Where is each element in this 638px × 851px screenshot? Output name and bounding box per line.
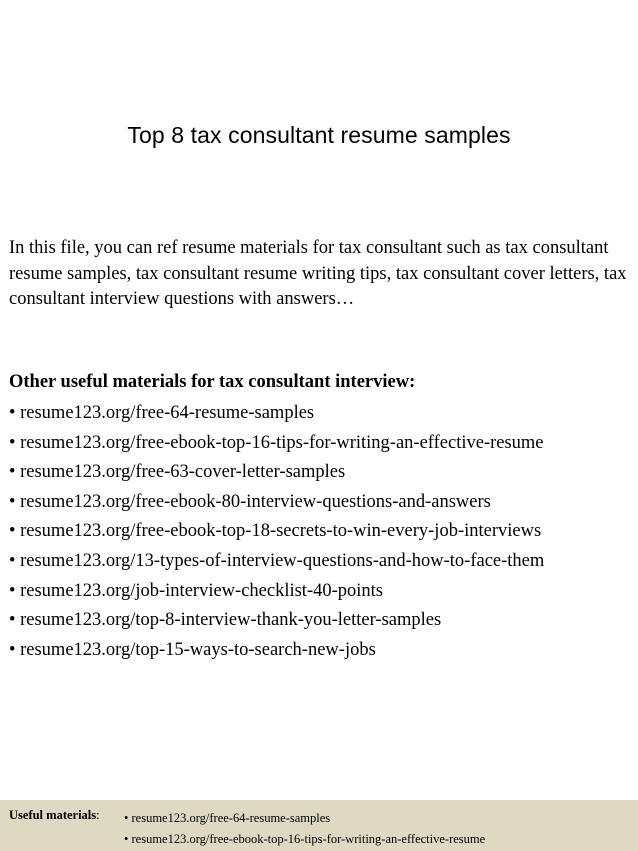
list-item <box>124 808 485 829</box>
materials-link-list <box>9 399 637 665</box>
footer-label-colon: : <box>96 808 100 822</box>
intro-paragraph: In this file, you can ref resume materials for tax consultant such as tax consultant resume samples, tax consultant resume writing tips, tax consultant cover letters, tax consultant interview questions with answers… <box>9 238 627 309</box>
footer-label-text: Useful materials <box>9 808 97 822</box>
link-13-types-of-interview-questions[interactable]: • resume123.org/13-types-of-interview-questions-and-how-to-face-them <box>9 550 545 571</box>
link-free-64-resume-samples[interactable]: • resume123.org/free-64-resume-samples <box>9 403 315 423</box>
footer-bar <box>0 800 638 851</box>
list-item <box>9 606 637 636</box>
list-item <box>9 547 637 577</box>
list-item <box>9 517 637 547</box>
link-top-15-ways-to-search-jobs[interactable]: • resume123.org/top-15-ways-to-search-new-jobs <box>9 639 376 660</box>
document-title: Top 8 tax consultant resume samples <box>127 122 511 148</box>
list-item <box>124 829 485 850</box>
list-item <box>9 577 637 607</box>
list-item <box>9 458 637 488</box>
link-free-ebook-80-interview-questions[interactable]: • resume123.org/free-ebook-80-interview-questions-and-answers <box>9 491 491 512</box>
link-top-8-thank-you-letter-samples[interactable]: • resume123.org/top-8-interview-thank-you-letter-samples <box>9 610 442 631</box>
footer-link-free-64-resume-samples[interactable]: • resume123.org/free-64-resume-samples <box>124 811 331 825</box>
list-item <box>9 488 637 518</box>
link-job-interview-checklist[interactable]: • resume123.org/job-interview-checklist-40-points <box>9 580 383 601</box>
footer-link-free-ebook-top-16-tips[interactable]: • resume123.org/free-ebook-top-16-tips-for-writing-an-effective-resume <box>124 832 486 846</box>
list-item <box>9 636 637 666</box>
footer-link-list <box>124 808 485 850</box>
footer-label <box>9 808 100 823</box>
link-free-ebook-top-18-secrets[interactable]: • resume123.org/free-ebook-top-18-secrets-to-win-every-job-interviews <box>9 521 542 542</box>
list-item <box>9 429 637 459</box>
link-free-ebook-top-16-tips[interactable]: • resume123.org/free-ebook-top-16-tips-for-writing-an-effective-resume <box>9 432 544 453</box>
link-free-63-cover-letter-samples[interactable]: • resume123.org/free-63-cover-letter-samples <box>9 462 346 483</box>
list-item <box>9 399 637 429</box>
materials-heading: Other useful materials for tax consultant interview: <box>9 372 416 392</box>
